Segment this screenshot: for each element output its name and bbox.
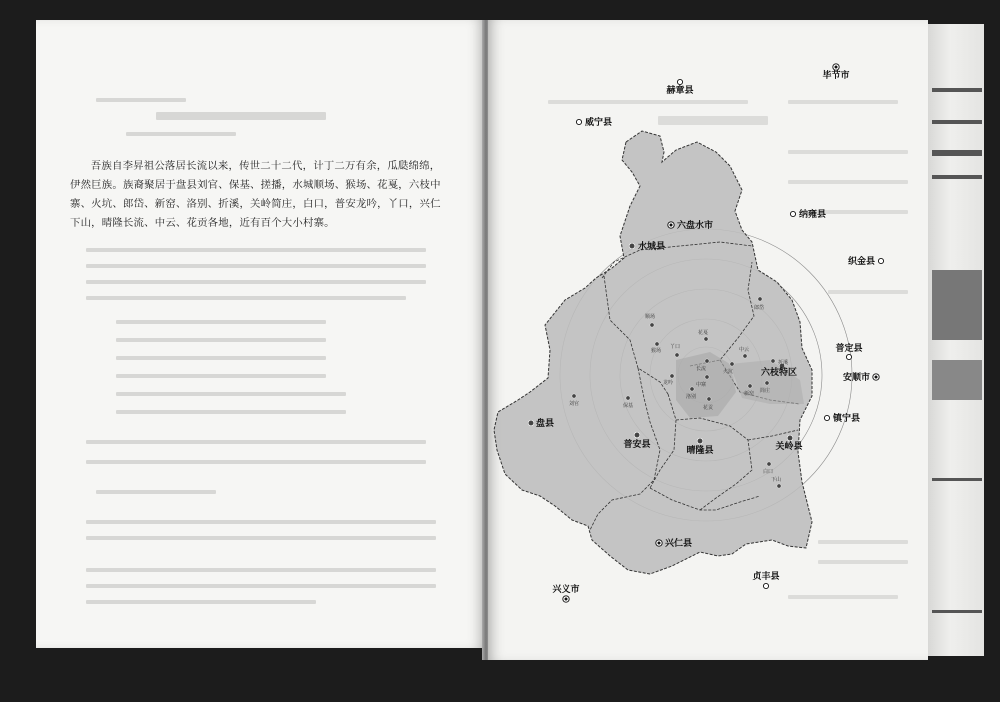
city-label: 兴仁县	[665, 539, 693, 549]
town-label: 折溪	[778, 360, 789, 366]
outside-place-label: 镇宁县	[833, 414, 861, 424]
town-label: 简庄	[759, 388, 771, 394]
town-label: 龙吟	[662, 380, 674, 386]
city-label: 盘县	[536, 419, 555, 429]
town-label: 丫口	[669, 344, 681, 350]
town-label: 顺场	[644, 314, 656, 320]
town-label: 保基	[622, 403, 634, 409]
outside-place-label: 贞丰县	[752, 572, 780, 582]
town-label: 下山	[770, 477, 782, 483]
city-label: 关岭县	[775, 442, 803, 452]
outside-place-3	[790, 208, 826, 220]
outside-place-9	[552, 583, 579, 602]
town-label: 中寨	[695, 382, 707, 388]
town-label: 中云	[738, 347, 750, 353]
town-label: 新窑	[743, 391, 755, 397]
city-label: 六枝特区	[760, 368, 798, 378]
city-label: 水城县	[638, 242, 666, 252]
outside-place-label: 织金县	[847, 257, 875, 267]
outside-place-4	[848, 255, 884, 267]
town-label: 花贡	[702, 405, 714, 411]
outside-place-1	[666, 79, 693, 96]
town-label: 刘官	[568, 401, 580, 407]
city-label: 六盘水市	[677, 221, 714, 231]
town-label: 洛别	[685, 394, 697, 400]
outside-place-label: 赫章县	[666, 86, 694, 96]
body-paragraph: 吾族自李昇祖公落居长流以来，传世二十二代，计丁二万有余，瓜瓞绵绵，伊然巨族。族裔聚居于盘县刘官、保基、搓播，水城顺场、猴场、花戛，六枝中寨、火坑、郎岱、新窑、洛别、折溪，关岭简庄，白口，普安龙吟，丫口，兴仁下山，晴隆长流、中云、花贡各地，近有百个大小村寨。	[70, 160, 441, 229]
outside-place-2	[576, 116, 612, 128]
town-label: 长流	[695, 366, 707, 372]
town-label: 白口	[762, 469, 774, 475]
outside-place-8	[752, 570, 779, 589]
outside-place-6	[843, 371, 879, 383]
town-label: 郎岱	[753, 305, 765, 311]
town-label: 火坑	[722, 369, 734, 375]
outside-place-0	[822, 64, 849, 81]
outside-place-label: 兴义市	[552, 585, 580, 595]
town-label: 猴场	[650, 348, 662, 354]
city-label: 普安县	[623, 440, 651, 450]
outside-place-label: 毕节市	[822, 71, 850, 81]
city-label: 晴隆县	[686, 446, 714, 456]
outside-place-label: 纳雍县	[799, 210, 827, 220]
outside-place-label: 普定县	[835, 344, 863, 354]
town-label: 花戛	[697, 330, 709, 336]
outside-place-5	[835, 342, 862, 360]
outside-place-7	[824, 412, 860, 424]
outside-place-label: 安顺市	[842, 373, 870, 383]
outside-place-label: 威宁县	[585, 118, 613, 128]
